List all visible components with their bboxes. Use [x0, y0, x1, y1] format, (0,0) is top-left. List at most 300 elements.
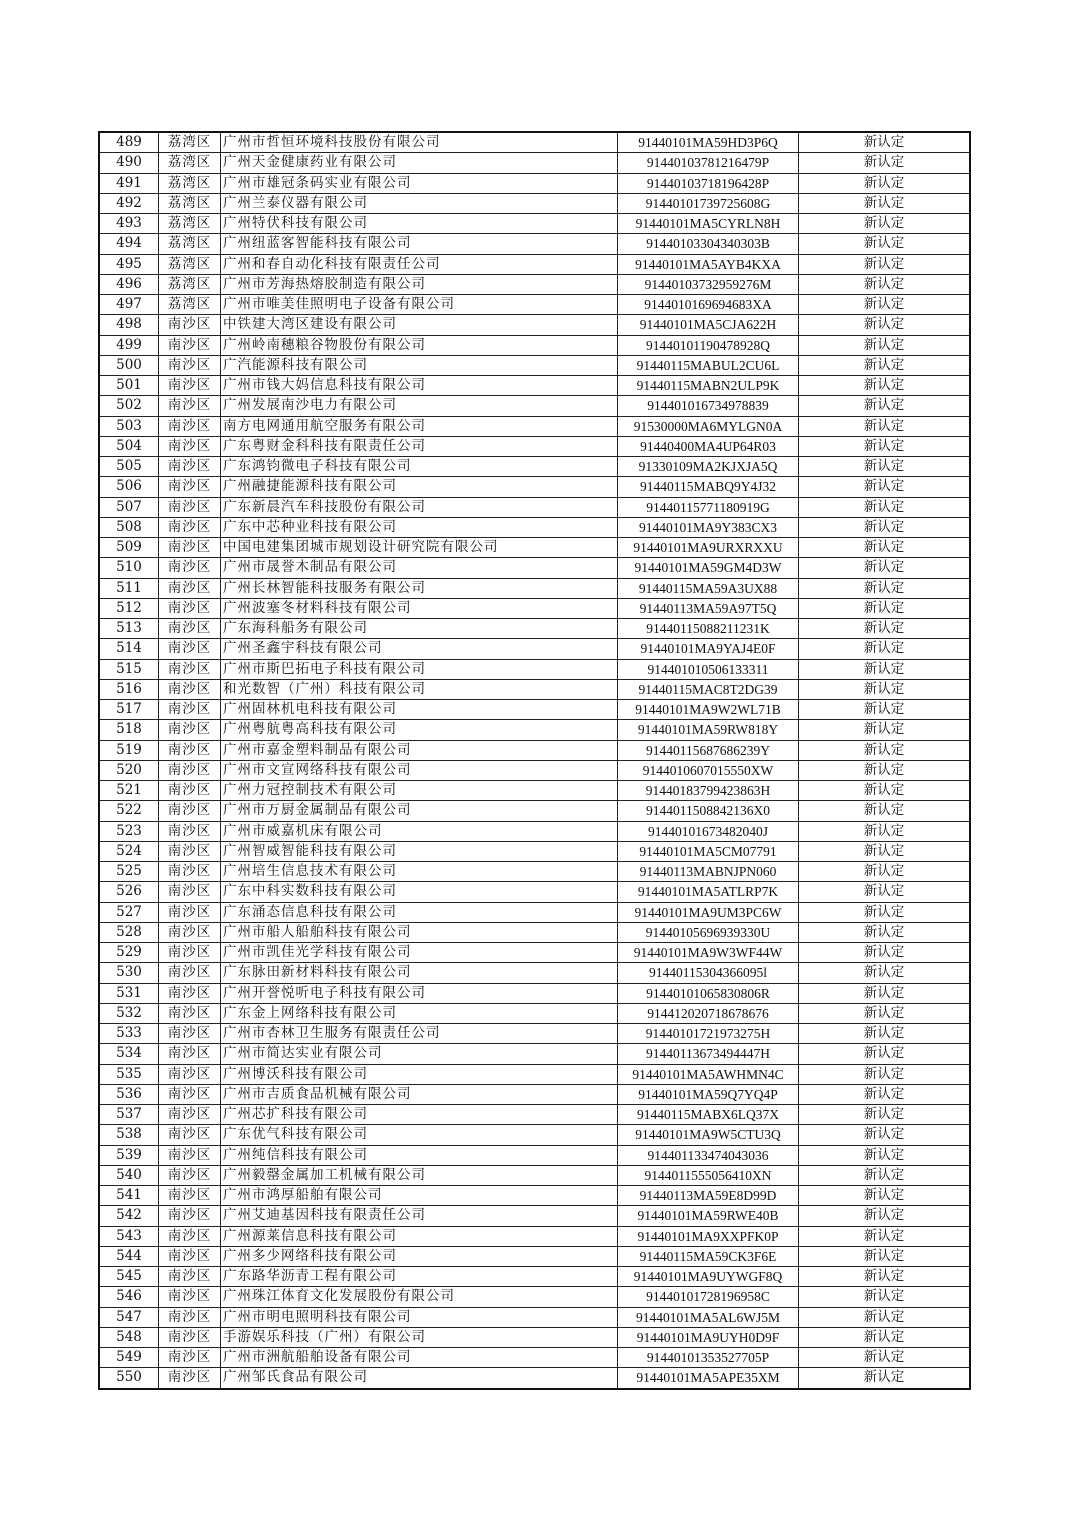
table-row	[99, 1125, 970, 1145]
district-cell: 南沙区	[159, 416, 221, 436]
company-name-cell: 广东中芯种业科技有限公司	[221, 517, 618, 537]
credit-code-cell: 91330109MA2KJXJA5Q	[618, 457, 799, 477]
table-row	[99, 598, 970, 618]
district-cell: 南沙区	[159, 1145, 221, 1165]
row-number: 501	[99, 376, 159, 396]
table-row	[99, 1206, 970, 1226]
table-row	[99, 1145, 970, 1165]
row-number: 511	[99, 578, 159, 598]
company-name-cell: 广州源莱信息科技有限公司	[221, 1226, 618, 1246]
table-row	[99, 801, 970, 821]
credit-code-cell: 91440101190478928Q	[618, 335, 799, 355]
company-name-cell: 广州兰泰仪器有限公司	[221, 193, 618, 213]
company-name-cell: 广州智威智能科技有限公司	[221, 841, 618, 861]
district-cell: 荔湾区	[159, 274, 221, 294]
district-cell: 荔湾区	[159, 234, 221, 254]
table-row	[99, 355, 970, 375]
row-number: 504	[99, 436, 159, 456]
status-cell: 新认定	[799, 943, 971, 963]
table-row	[99, 1348, 970, 1368]
company-name-cell: 广州市明电照明科技有限公司	[221, 1307, 618, 1327]
district-cell: 荔湾区	[159, 193, 221, 213]
credit-code-cell: 91440101MA9XXPFK0P	[618, 1226, 799, 1246]
table-row	[99, 841, 970, 861]
row-number: 519	[99, 740, 159, 760]
district-cell: 南沙区	[159, 821, 221, 841]
credit-code-cell: 914401133474043036	[618, 1145, 799, 1165]
district-cell: 南沙区	[159, 882, 221, 902]
company-name-cell: 广州市芳海热熔胶制造有限公司	[221, 274, 618, 294]
company-name-cell: 广州市哲恒环境科技股份有限公司	[221, 132, 618, 153]
status-cell: 新认定	[799, 1044, 971, 1064]
credit-code-cell: 91440101MA9UYH0D9F	[618, 1327, 799, 1347]
row-number: 549	[99, 1348, 159, 1368]
table-row	[99, 335, 970, 355]
status-cell: 新认定	[799, 781, 971, 801]
status-cell: 新认定	[799, 963, 971, 983]
status-cell: 新认定	[799, 922, 971, 942]
credit-code-cell: 914401016734978839	[618, 396, 799, 416]
company-name-cell: 广州融捷能源科技有限公司	[221, 477, 618, 497]
district-cell: 南沙区	[159, 781, 221, 801]
row-number: 536	[99, 1084, 159, 1104]
status-cell: 新认定	[799, 659, 971, 679]
district-cell: 南沙区	[159, 1186, 221, 1206]
row-number: 496	[99, 274, 159, 294]
district-cell: 荔湾区	[159, 254, 221, 274]
table-row	[99, 538, 970, 558]
table-row	[99, 315, 970, 335]
row-number: 491	[99, 173, 159, 193]
row-number: 508	[99, 517, 159, 537]
credit-code-cell: 91440101728196958C	[618, 1287, 799, 1307]
row-number: 495	[99, 254, 159, 274]
table-row	[99, 517, 970, 537]
row-number: 546	[99, 1287, 159, 1307]
table-row	[99, 1186, 970, 1206]
company-name-cell: 广东粤财金科科技有限责任公司	[221, 436, 618, 456]
status-cell: 新认定	[799, 193, 971, 213]
table-row	[99, 659, 970, 679]
row-number: 507	[99, 497, 159, 517]
table-row	[99, 943, 970, 963]
table-row	[99, 254, 970, 274]
district-cell: 南沙区	[159, 679, 221, 699]
credit-code-cell: 91440101MA5AWHMN4C	[618, 1064, 799, 1084]
table-row	[99, 457, 970, 477]
company-name-cell: 广州特伏科技有限公司	[221, 214, 618, 234]
status-cell: 新认定	[799, 720, 971, 740]
row-number: 542	[99, 1206, 159, 1226]
table-row	[99, 1024, 970, 1044]
company-name-cell: 广州市雄冠条码实业有限公司	[221, 173, 618, 193]
district-cell: 南沙区	[159, 619, 221, 639]
status-cell: 新认定	[799, 335, 971, 355]
company-name-cell: 广州岭南穗粮谷物股份有限公司	[221, 335, 618, 355]
status-cell: 新认定	[799, 173, 971, 193]
district-cell: 南沙区	[159, 517, 221, 537]
company-name-cell: 广东金上网络科技有限公司	[221, 1003, 618, 1023]
company-name-cell: 广州芯扩科技有限公司	[221, 1105, 618, 1125]
table-row	[99, 153, 970, 173]
credit-code-cell: 91440101MA59Q7YQ4P	[618, 1084, 799, 1104]
credit-code-cell: 91440183799423863H	[618, 781, 799, 801]
company-name-cell: 广州市鸿厚船舶有限公司	[221, 1186, 618, 1206]
credit-code-cell: 91440115MABUL2CU6L	[618, 355, 799, 375]
company-name-cell: 广州市万厨金属制品有限公司	[221, 801, 618, 821]
credit-code-cell: 91440101MA59RWE40B	[618, 1206, 799, 1226]
company-name-cell: 广州力冠控制技术有限公司	[221, 781, 618, 801]
district-cell: 南沙区	[159, 1246, 221, 1266]
company-name-cell: 广东优气科技有限公司	[221, 1125, 618, 1145]
status-cell: 新认定	[799, 1084, 971, 1104]
credit-code-cell: 91440103732959276M	[618, 274, 799, 294]
status-cell: 新认定	[799, 1145, 971, 1165]
district-cell: 南沙区	[159, 376, 221, 396]
row-number: 515	[99, 659, 159, 679]
table-row	[99, 740, 970, 760]
credit-code-cell: 91440101MA5CM07791	[618, 841, 799, 861]
credit-code-cell: 91440101MA59GM4D3W	[618, 558, 799, 578]
company-name-cell: 广东脉田新材料科技有限公司	[221, 963, 618, 983]
credit-code-cell: 91440101MA5CJA622H	[618, 315, 799, 335]
status-cell: 新认定	[799, 254, 971, 274]
row-number: 533	[99, 1024, 159, 1044]
credit-code-cell: 91440101353527705P	[618, 1348, 799, 1368]
credit-code-cell: 91440101MA5CYRLN8H	[618, 214, 799, 234]
company-name-cell: 广州市凯佳光学科技有限公司	[221, 943, 618, 963]
company-name-cell: 广州邹氏食品有限公司	[221, 1368, 618, 1389]
credit-code-cell: 91440101MA59RW818Y	[618, 720, 799, 740]
district-cell: 荔湾区	[159, 153, 221, 173]
status-cell: 新认定	[799, 295, 971, 315]
district-cell: 南沙区	[159, 943, 221, 963]
credit-code-cell: 91440113673494447H	[618, 1044, 799, 1064]
company-name-cell: 广州市简达实业有限公司	[221, 1044, 618, 1064]
credit-code-cell: 91440101673482040J	[618, 821, 799, 841]
district-cell: 荔湾区	[159, 173, 221, 193]
row-number: 550	[99, 1368, 159, 1389]
table-row	[99, 558, 970, 578]
company-name-cell: 广州波塞冬材料科技有限公司	[221, 598, 618, 618]
credit-code-cell: 91440115MABQ9Y4J32	[618, 477, 799, 497]
company-name-cell: 广州发展南沙电力有限公司	[221, 396, 618, 416]
table-row	[99, 760, 970, 780]
credit-code-cell: 91440101721973275H	[618, 1024, 799, 1044]
status-cell: 新认定	[799, 416, 971, 436]
district-cell: 南沙区	[159, 1348, 221, 1368]
company-name-cell: 和光数智（广州）科技有限公司	[221, 679, 618, 699]
enterprise-table-sheet	[98, 131, 963, 1390]
status-cell: 新认定	[799, 801, 971, 821]
district-cell: 荔湾区	[159, 214, 221, 234]
district-cell: 南沙区	[159, 1044, 221, 1064]
table-row	[99, 1267, 970, 1287]
district-cell: 南沙区	[159, 720, 221, 740]
table-row	[99, 679, 970, 699]
status-cell: 新认定	[799, 214, 971, 234]
row-number: 493	[99, 214, 159, 234]
district-cell: 南沙区	[159, 497, 221, 517]
row-number: 489	[99, 132, 159, 153]
status-cell: 新认定	[799, 376, 971, 396]
status-cell: 新认定	[799, 1287, 971, 1307]
credit-code-cell: 91440115687686239Y	[618, 740, 799, 760]
district-cell: 南沙区	[159, 983, 221, 1003]
district-cell: 南沙区	[159, 578, 221, 598]
credit-code-cell: 91440101MA9W2WL71B	[618, 700, 799, 720]
company-name-cell: 中铁建大湾区建设有限公司	[221, 315, 618, 335]
credit-code-cell: 91440101MA59HD3P6Q	[618, 132, 799, 153]
company-name-cell: 广州市文宣网络科技有限公司	[221, 760, 618, 780]
company-name-cell: 广州珠江体育文化发展股份有限公司	[221, 1287, 618, 1307]
table-row	[99, 700, 970, 720]
status-cell: 新认定	[799, 578, 971, 598]
table-row	[99, 720, 970, 740]
table-row	[99, 396, 970, 416]
status-cell: 新认定	[799, 821, 971, 841]
row-number: 505	[99, 457, 159, 477]
district-cell: 南沙区	[159, 639, 221, 659]
table-row	[99, 416, 970, 436]
company-name-cell: 广州粤航粤高科技有限公司	[221, 720, 618, 740]
table-row	[99, 983, 970, 1003]
table-row	[99, 1105, 970, 1125]
credit-code-cell: 91440103781216479P	[618, 153, 799, 173]
district-cell: 南沙区	[159, 1226, 221, 1246]
table-row	[99, 1307, 970, 1327]
row-number: 521	[99, 781, 159, 801]
table-row	[99, 1084, 970, 1104]
credit-code-cell: 91440101739725608G	[618, 193, 799, 213]
company-name-cell: 广州开誉悦听电子科技有限公司	[221, 983, 618, 1003]
table-row	[99, 295, 970, 315]
status-cell: 新认定	[799, 1368, 971, 1389]
row-number: 531	[99, 983, 159, 1003]
row-number: 516	[99, 679, 159, 699]
district-cell: 南沙区	[159, 355, 221, 375]
district-cell: 南沙区	[159, 538, 221, 558]
district-cell: 南沙区	[159, 801, 221, 821]
credit-code-cell: 91440101MA5ATLRP7K	[618, 882, 799, 902]
table-row	[99, 1064, 970, 1084]
row-number: 503	[99, 416, 159, 436]
credit-code-cell: 91440103718196428P	[618, 173, 799, 193]
credit-code-cell: 91440101MA5AL6WJ5M	[618, 1307, 799, 1327]
table-row	[99, 1226, 970, 1246]
row-number: 540	[99, 1165, 159, 1185]
status-cell: 新认定	[799, 1105, 971, 1125]
table-row	[99, 862, 970, 882]
table-row	[99, 132, 970, 153]
district-cell: 南沙区	[159, 1267, 221, 1287]
company-name-cell: 广州市嘉金塑料制品有限公司	[221, 740, 618, 760]
status-cell: 新认定	[799, 315, 971, 335]
row-number: 500	[99, 355, 159, 375]
status-cell: 新认定	[799, 1125, 971, 1145]
district-cell: 南沙区	[159, 598, 221, 618]
status-cell: 新认定	[799, 1226, 971, 1246]
district-cell: 南沙区	[159, 1064, 221, 1084]
table-row	[99, 1044, 970, 1064]
district-cell: 南沙区	[159, 315, 221, 335]
district-cell: 荔湾区	[159, 295, 221, 315]
status-cell: 新认定	[799, 983, 971, 1003]
table-row	[99, 1287, 970, 1307]
status-cell: 新认定	[799, 497, 971, 517]
company-name-cell: 广州市晟誉木制品有限公司	[221, 558, 618, 578]
table-row	[99, 882, 970, 902]
table-row	[99, 1368, 970, 1389]
table-row	[99, 173, 970, 193]
status-cell: 新认定	[799, 1064, 971, 1084]
enterprise-table	[98, 131, 971, 1390]
table-row	[99, 1165, 970, 1185]
row-number: 544	[99, 1246, 159, 1266]
status-cell: 新认定	[799, 1186, 971, 1206]
row-number: 530	[99, 963, 159, 983]
status-cell: 新认定	[799, 1003, 971, 1023]
company-name-cell: 广州市洲航船舶设备有限公司	[221, 1348, 618, 1368]
status-cell: 新认定	[799, 457, 971, 477]
district-cell: 南沙区	[159, 760, 221, 780]
credit-code-cell: 914401010506133311	[618, 659, 799, 679]
table-row	[99, 1327, 970, 1347]
table-row	[99, 619, 970, 639]
district-cell: 南沙区	[159, 922, 221, 942]
table-row	[99, 902, 970, 922]
company-name-cell: 广州长林智能科技服务有限公司	[221, 578, 618, 598]
credit-code-cell: 91440101MA9UM3PC6W	[618, 902, 799, 922]
credit-code-cell: 91440115MABX6LQ37X	[618, 1105, 799, 1125]
district-cell: 南沙区	[159, 1307, 221, 1327]
row-number: 509	[99, 538, 159, 558]
district-cell: 南沙区	[159, 335, 221, 355]
company-name-cell: 手游娱乐科技（广州）有限公司	[221, 1327, 618, 1347]
district-cell: 南沙区	[159, 1024, 221, 1044]
credit-code-cell: 91530000MA6MYLGN0A	[618, 416, 799, 436]
district-cell: 南沙区	[159, 659, 221, 679]
row-number: 535	[99, 1064, 159, 1084]
company-name-cell: 广东新晨汽车科技股份有限公司	[221, 497, 618, 517]
credit-code-cell: 91440101MA9YAJ4E0F	[618, 639, 799, 659]
district-cell: 南沙区	[159, 862, 221, 882]
credit-code-cell: 91440103304340303B	[618, 234, 799, 254]
table-row	[99, 376, 970, 396]
company-name-cell: 广州市钱大妈信息科技有限公司	[221, 376, 618, 396]
row-number: 524	[99, 841, 159, 861]
status-cell: 新认定	[799, 841, 971, 861]
table-row	[99, 821, 970, 841]
row-number: 528	[99, 922, 159, 942]
status-cell: 新认定	[799, 679, 971, 699]
table-row	[99, 781, 970, 801]
company-name-cell: 广东路华沥青工程有限公司	[221, 1267, 618, 1287]
district-cell: 南沙区	[159, 457, 221, 477]
row-number: 492	[99, 193, 159, 213]
status-cell: 新认定	[799, 740, 971, 760]
company-name-cell: 广东海科船务有限公司	[221, 619, 618, 639]
credit-code-cell: 91440101MA5AYB4KXA	[618, 254, 799, 274]
row-number: 539	[99, 1145, 159, 1165]
credit-code-cell: 91440113MA59E8D99D	[618, 1186, 799, 1206]
credit-code-cell: 91440115MA59CK3F6E	[618, 1246, 799, 1266]
company-name-cell: 广州市吉质食品机械有限公司	[221, 1084, 618, 1104]
status-cell: 新认定	[799, 882, 971, 902]
row-number: 499	[99, 335, 159, 355]
table-row	[99, 1003, 970, 1023]
credit-code-cell: 91440101MA9Y383CX3	[618, 517, 799, 537]
table-row	[99, 214, 970, 234]
credit-code-cell: 91440113MA59A97T5Q	[618, 598, 799, 618]
company-name-cell: 中国电建集团城市规划设计研究院有限公司	[221, 538, 618, 558]
row-number: 543	[99, 1226, 159, 1246]
status-cell: 新认定	[799, 862, 971, 882]
status-cell: 新认定	[799, 132, 971, 153]
status-cell: 新认定	[799, 396, 971, 416]
district-cell: 南沙区	[159, 963, 221, 983]
row-number: 545	[99, 1267, 159, 1287]
row-number: 497	[99, 295, 159, 315]
row-number: 514	[99, 639, 159, 659]
district-cell: 南沙区	[159, 700, 221, 720]
credit-code-cell: 91440115771180919G	[618, 497, 799, 517]
status-cell: 新认定	[799, 1348, 971, 1368]
district-cell: 南沙区	[159, 436, 221, 456]
company-name-cell: 广州艾迪基因科技有限责任公司	[221, 1206, 618, 1226]
table-row	[99, 477, 970, 497]
district-cell: 南沙区	[159, 1125, 221, 1145]
company-name-cell: 广州天金健康药业有限公司	[221, 153, 618, 173]
status-cell: 新认定	[799, 234, 971, 254]
status-cell: 新认定	[799, 1267, 971, 1287]
credit-code-cell: 91440115304366095l	[618, 963, 799, 983]
company-name-cell: 广州毅罄金属加工机械有限公司	[221, 1165, 618, 1185]
row-number: 527	[99, 902, 159, 922]
table-row	[99, 963, 970, 983]
district-cell: 荔湾区	[159, 132, 221, 153]
credit-code-cell: 91440400MA4UP64R03	[618, 436, 799, 456]
company-name-cell: 广州市杏林卫生服务有限责任公司	[221, 1024, 618, 1044]
row-number: 513	[99, 619, 159, 639]
table-row	[99, 274, 970, 294]
company-name-cell: 广州纯信科技有限公司	[221, 1145, 618, 1165]
credit-code-cell: 9144011508842136X0	[618, 801, 799, 821]
company-name-cell: 广州市唯美佳照明电子设备有限公司	[221, 295, 618, 315]
row-number: 532	[99, 1003, 159, 1023]
credit-code-cell: 9144010607015550XW	[618, 760, 799, 780]
credit-code-cell: 91440105696939330U	[618, 922, 799, 942]
row-number: 518	[99, 720, 159, 740]
credit-code-cell: 91440115MA59A3UX88	[618, 578, 799, 598]
table-row	[99, 578, 970, 598]
company-name-cell: 广东中科实数科技有限公司	[221, 882, 618, 902]
credit-code-cell: 91440101MA9URXRXXU	[618, 538, 799, 558]
row-number: 529	[99, 943, 159, 963]
row-number: 541	[99, 1186, 159, 1206]
credit-code-cell: 91440115MAC8T2DG39	[618, 679, 799, 699]
status-cell: 新认定	[799, 274, 971, 294]
district-cell: 南沙区	[159, 1105, 221, 1125]
row-number: 490	[99, 153, 159, 173]
status-cell: 新认定	[799, 598, 971, 618]
credit-code-cell: 91440101MA9W3WF44W	[618, 943, 799, 963]
row-number: 506	[99, 477, 159, 497]
district-cell: 南沙区	[159, 841, 221, 861]
table-row	[99, 1246, 970, 1266]
company-name-cell: 南方电网通用航空服务有限公司	[221, 416, 618, 436]
company-name-cell: 广州市威嘉机床有限公司	[221, 821, 618, 841]
